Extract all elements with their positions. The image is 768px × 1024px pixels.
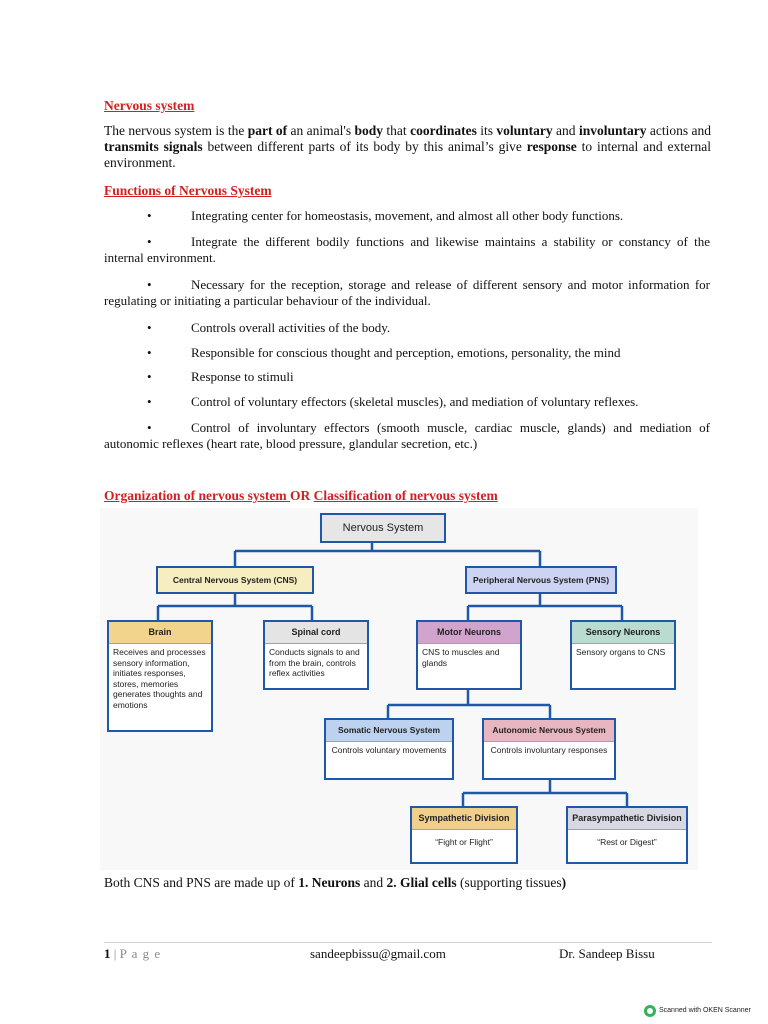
- functions-list-item: • Integrate the different bodily functions and likewise maintains a stability or constancy of the internal environment.: [104, 234, 710, 265]
- closing-sentence: Both CNS and PNS are made up of 1. Neurons and 2. Glial cells (supporting tissues): [104, 875, 567, 890]
- functions-heading: Functions of Nervous System: [104, 183, 272, 198]
- footer-author: Dr. Sandeep Bissu: [559, 946, 655, 961]
- intro-paragraph: The nervous system is the part of an animal's body that coordinates its voluntary and involuntary actions and transmits signals between different parts of its body by this animal’s give response to internal and external environment.: [104, 123, 712, 170]
- functions-list-item: • Control of involuntary effectors (smooth muscle, cardiac muscle, glands) and mediation of autonomic reflexes (heart rate, blood pressure, glandular secretion, etc.): [104, 420, 710, 451]
- node-sympathetic: Sympathetic Division “Fight or Flight”: [410, 806, 518, 864]
- functions-list-item: • Control of voluntary effectors (skeletal muscles), and mediation of voluntary reflexes.: [147, 394, 639, 409]
- footer-page-number: 1 | P a g e: [104, 946, 162, 961]
- footer-divider: [104, 942, 712, 943]
- page-title: Nervous system: [104, 98, 195, 113]
- node-nervous-system: Nervous System: [320, 513, 446, 543]
- node-cns: Central Nervous System (CNS): [156, 566, 314, 594]
- node-somatic-ns: Somatic Nervous System Controls voluntary movements: [324, 718, 454, 780]
- footer-email: sandeepbissu@gmail.com: [310, 946, 446, 961]
- functions-list-item: • Necessary for the reception, storage and release of different sensory and motor information for regulating or initiating a particular behaviour of the individual.: [104, 277, 710, 308]
- scanner-watermark: Scanned with OKEN Scanner: [659, 1007, 751, 1014]
- functions-list-item: • Controls overall activities of the body.: [147, 320, 391, 335]
- organization-heading: Organization of nervous system OR Classification of nervous system: [104, 488, 498, 503]
- node-parasympathetic: Parasympathetic Division “Rest or Digest”: [566, 806, 688, 864]
- functions-list-item: • Response to stimuli: [147, 369, 294, 384]
- node-motor-neurons: Motor Neurons CNS to muscles and glands: [416, 620, 522, 690]
- node-sensory-neurons: Sensory Neurons Sensory organs to CNS: [570, 620, 676, 690]
- node-pns: Peripheral Nervous System (PNS): [465, 566, 617, 594]
- nervous-system-diagram: [100, 508, 698, 870]
- functions-list-item: • Responsible for conscious thought and perception, emotions, personality, the mind: [147, 345, 621, 360]
- functions-list-item: • Integrating center for homeostasis, movement, and almost all other body functions.: [147, 208, 624, 223]
- scanner-logo-icon: [644, 1005, 656, 1017]
- node-spinal-cord: Spinal cord Conducts signals to and from the brain, controls reflex activities: [263, 620, 369, 690]
- node-autonomic-ns: Autonomic Nervous System Controls involuntary responses: [482, 718, 616, 780]
- node-brain: Brain Receives and processes sensory information, initiates responses, stores, memories generates thoughts and emotions: [107, 620, 213, 732]
